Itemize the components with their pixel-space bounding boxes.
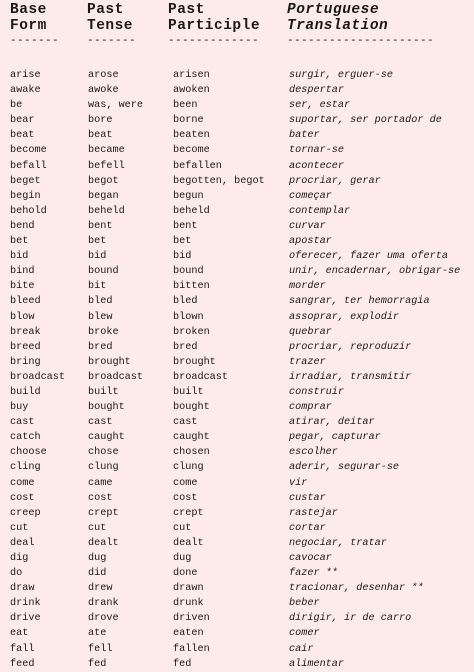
past-participle-cell: bled (173, 296, 198, 308)
past-tense-cell: did (88, 568, 107, 580)
past-tense-cell: bet (88, 236, 107, 248)
base-form-cell: bear (10, 115, 35, 127)
translation-cell: apostar (289, 236, 332, 248)
table-row (0, 83, 474, 98)
table-row (0, 657, 474, 672)
past-tense-cell: beheld (88, 205, 125, 217)
translation-cell: unir, encadernar, obrigar-se (289, 266, 461, 278)
table-row (0, 642, 474, 657)
past-tense-cell: drew (88, 583, 113, 595)
base-form-cell: dig (10, 553, 29, 564)
table-row (0, 294, 474, 309)
past-participle-cell: beheld (173, 205, 210, 217)
translation-cell: cair (289, 643, 314, 655)
base-form-cell: beget (10, 175, 41, 187)
table-row (0, 566, 474, 581)
translation-cell: escolher (289, 447, 338, 459)
past-participle-cell: dealt (173, 537, 204, 549)
header-past-tense (87, 2, 136, 48)
past-participle-cell: cost (173, 492, 198, 504)
base-form-cell: arise (10, 70, 41, 81)
base-form-cell: eat (10, 628, 29, 640)
translation-cell: despertar (289, 85, 345, 97)
table-row (0, 143, 474, 158)
past-tense-cell: fed (88, 658, 107, 670)
header-past-tense-underline: ------- (87, 35, 137, 47)
table-header (0, 2, 474, 56)
past-tense-cell: dealt (88, 537, 119, 549)
header-portuguese-line2: Translation (287, 18, 389, 34)
translation-cell: beber (289, 598, 320, 610)
past-participle-cell: become (173, 145, 210, 157)
base-form-cell: deal (10, 537, 35, 549)
past-participle-cell: bent (173, 220, 198, 232)
past-tense-cell: beat (88, 130, 113, 142)
translation-cell: rastejar (289, 507, 338, 519)
past-participle-cell: fed (173, 658, 192, 670)
header-base-form-underline: ------- (10, 35, 60, 47)
table-row (0, 159, 474, 174)
table-row (0, 249, 474, 264)
past-participle-cell: bet (173, 236, 192, 248)
header-base-form-line2: Form (10, 18, 47, 34)
base-form-cell: behold (10, 205, 47, 217)
past-participle-cell: dug (173, 553, 192, 564)
past-participle-cell: eaten (173, 628, 204, 640)
translation-cell: custar (289, 492, 326, 504)
base-form-cell: befall (10, 160, 47, 172)
translation-cell: negociar, tratar (289, 537, 387, 549)
base-form-cell: catch (10, 432, 41, 444)
table-row (0, 611, 474, 626)
translation-cell: oferecer, fazer uma oferta (289, 251, 448, 263)
translation-cell: construir (289, 386, 345, 398)
past-tense-cell: bound (88, 266, 119, 278)
table-row (0, 204, 474, 219)
translation-cell: contemplar (289, 205, 351, 217)
past-tense-cell: awoke (88, 85, 119, 97)
header-past-participle-line1: Past (168, 2, 205, 18)
past-tense-cell: arose (88, 70, 119, 81)
header-portuguese-translation (287, 2, 434, 48)
base-form-cell: drive (10, 613, 41, 625)
translation-cell: suportar, ser portador de (289, 115, 442, 127)
table-row (0, 445, 474, 460)
translation-cell: aderir, segurar-se (289, 462, 400, 474)
base-form-cell: bind (10, 266, 35, 278)
past-tense-cell: bent (88, 220, 113, 232)
past-participle-cell: crept (173, 507, 204, 519)
past-participle-cell: borne (173, 115, 204, 127)
table-row (0, 310, 474, 325)
table-row (0, 128, 474, 143)
past-tense-cell: broadcast (88, 371, 144, 383)
past-tense-cell: fell (88, 643, 113, 655)
table-row (0, 430, 474, 445)
table-row (0, 460, 474, 475)
translation-cell: tornar-se (289, 145, 345, 157)
past-tense-cell: begot (88, 175, 119, 187)
past-tense-cell: was, were (88, 100, 144, 112)
past-participle-cell: arisen (173, 70, 210, 81)
translation-cell: fazer ** (289, 568, 338, 580)
table-row (0, 415, 474, 430)
past-tense-cell: blew (88, 311, 113, 323)
table-row (0, 385, 474, 400)
past-tense-cell: came (88, 477, 113, 489)
past-participle-cell: chosen (173, 447, 210, 459)
base-form-cell: feed (10, 658, 35, 670)
translation-cell: assoprar, explodir (289, 311, 400, 323)
past-tense-cell: cast (88, 417, 113, 429)
past-tense-cell: bore (88, 115, 113, 127)
translation-cell: atirar, deitar (289, 417, 375, 429)
table-row (0, 325, 474, 340)
past-participle-cell: bid (173, 251, 192, 263)
translation-cell: ser, estar (289, 100, 351, 112)
base-form-cell: cast (10, 417, 35, 429)
base-form-cell: bend (10, 220, 35, 232)
base-form-cell: choose (10, 447, 47, 459)
past-participle-cell: awoken (173, 85, 210, 97)
table-row (0, 234, 474, 249)
past-tense-cell: built (88, 386, 119, 398)
header-past-participle (168, 2, 260, 48)
past-participle-cell: begotten, begot (173, 175, 265, 187)
past-participle-cell: blown (173, 311, 204, 323)
translation-cell: pegar, capturar (289, 432, 381, 444)
translation-cell: acontecer (289, 160, 345, 172)
translation-cell: trazer (289, 356, 326, 368)
past-tense-cell: bled (88, 296, 113, 308)
past-participle-cell: bred (173, 341, 198, 353)
translation-cell: dirigir, ir de carro (289, 613, 412, 625)
translation-cell: começar (289, 190, 332, 202)
base-form-cell: drink (10, 598, 41, 610)
past-participle-cell: begun (173, 190, 204, 202)
past-tense-cell: bred (88, 341, 113, 353)
past-participle-cell: built (173, 386, 204, 398)
header-portuguese-underline: --------------------- (287, 35, 435, 47)
past-participle-cell: fallen (173, 643, 210, 655)
past-participle-cell: broken (173, 326, 210, 338)
header-base-form-line1: Base (10, 2, 47, 18)
table-row (0, 400, 474, 415)
translation-cell: sangrar, ter hemorragia (289, 296, 430, 308)
base-form-cell: do (10, 568, 23, 580)
past-participle-cell: befallen (173, 160, 222, 172)
past-participle-cell: bought (173, 402, 210, 414)
header-past-tense-line1: Past (87, 2, 124, 18)
base-form-cell: cost (10, 492, 35, 504)
translation-cell: comer (289, 628, 320, 640)
past-tense-cell: crept (88, 507, 119, 519)
table-row (0, 596, 474, 611)
past-tense-cell: bought (88, 402, 125, 414)
base-form-cell: broadcast (10, 371, 66, 383)
translation-cell: surgir, erguer-se (289, 70, 393, 81)
header-past-participle-underline: ------------- (168, 35, 260, 47)
past-tense-cell: became (88, 145, 125, 157)
base-form-cell: buy (10, 402, 29, 414)
table-row (0, 264, 474, 279)
table-row (0, 521, 474, 536)
base-form-cell: fall (10, 643, 35, 655)
translation-cell: bater (289, 130, 320, 142)
translation-cell: curvar (289, 220, 326, 232)
past-tense-cell: ate (88, 628, 107, 640)
translation-cell: vir (289, 477, 308, 489)
base-form-cell: bite (10, 281, 35, 293)
past-participle-cell: bitten (173, 281, 210, 293)
header-portuguese-line1: Portuguese (287, 2, 380, 18)
past-tense-cell: drove (88, 613, 119, 625)
past-tense-cell: cut (88, 522, 107, 534)
past-tense-cell: broke (88, 326, 119, 338)
past-participle-cell: clung (173, 462, 204, 474)
past-participle-cell: drawn (173, 583, 204, 595)
past-participle-cell: been (173, 100, 198, 112)
base-form-cell: begin (10, 190, 41, 202)
base-form-cell: bring (10, 356, 41, 368)
base-form-cell: bet (10, 236, 29, 248)
base-form-cell: breed (10, 341, 41, 353)
past-tense-cell: dug (88, 553, 107, 564)
translation-cell: procriar, reproduzir (289, 341, 412, 353)
verb-rows (0, 68, 474, 672)
past-participle-cell: driven (173, 613, 210, 625)
table-row (0, 340, 474, 355)
table-row (0, 113, 474, 128)
past-tense-cell: befell (88, 160, 125, 172)
table-row (0, 98, 474, 113)
translation-cell: alimentar (289, 658, 345, 670)
past-participle-cell: cast (173, 417, 198, 429)
table-row (0, 536, 474, 551)
past-tense-cell: cost (88, 492, 113, 504)
base-form-cell: creep (10, 507, 41, 519)
base-form-cell: break (10, 326, 41, 338)
base-form-cell: draw (10, 583, 35, 595)
translation-cell: comprar (289, 402, 332, 414)
past-participle-cell: drunk (173, 598, 204, 610)
base-form-cell: become (10, 145, 47, 157)
translation-cell: irradiar, transmitir (289, 371, 412, 383)
base-form-cell: bid (10, 251, 29, 263)
base-form-cell: come (10, 477, 35, 489)
base-form-cell: beat (10, 130, 35, 142)
translation-cell: cavocar (289, 553, 332, 564)
past-tense-cell: clung (88, 462, 119, 474)
table-row (0, 68, 474, 83)
past-participle-cell: beaten (173, 130, 210, 142)
table-row (0, 189, 474, 204)
translation-cell: morder (289, 281, 326, 293)
table-row (0, 551, 474, 566)
table-row (0, 219, 474, 234)
translation-cell: tracionar, desenhar ** (289, 583, 424, 595)
past-tense-cell: drank (88, 598, 119, 610)
header-past-tense-line2: Tense (87, 18, 134, 34)
past-tense-cell: caught (88, 432, 125, 444)
base-form-cell: cut (10, 522, 29, 534)
past-tense-cell: bit (88, 281, 107, 293)
table-row (0, 355, 474, 370)
table-row (0, 491, 474, 506)
table-row (0, 476, 474, 491)
past-participle-cell: done (173, 568, 198, 580)
base-form-cell: cling (10, 462, 41, 474)
past-tense-cell: bid (88, 251, 107, 263)
header-past-participle-line2: Participle (168, 18, 261, 34)
base-form-cell: be (10, 100, 23, 112)
translation-cell: procriar, gerar (289, 175, 381, 187)
table-row (0, 279, 474, 294)
past-participle-cell: bound (173, 266, 204, 278)
past-participle-cell: cut (173, 522, 192, 534)
past-tense-cell: brought (88, 356, 131, 368)
base-form-cell: build (10, 386, 41, 398)
past-participle-cell: come (173, 477, 198, 489)
table-row (0, 370, 474, 385)
past-participle-cell: broadcast (173, 371, 229, 383)
base-form-cell: blow (10, 311, 35, 323)
table-row (0, 174, 474, 189)
table-row (0, 581, 474, 596)
past-participle-cell: caught (173, 432, 210, 444)
table-row (0, 506, 474, 521)
past-tense-cell: chose (88, 447, 119, 459)
past-participle-cell: brought (173, 356, 216, 368)
base-form-cell: awake (10, 85, 41, 97)
table-row (0, 626, 474, 641)
header-base-form (10, 2, 59, 48)
base-form-cell: bleed (10, 296, 41, 308)
translation-cell: cortar (289, 522, 326, 534)
translation-cell: quebrar (289, 326, 332, 338)
past-tense-cell: began (88, 190, 119, 202)
